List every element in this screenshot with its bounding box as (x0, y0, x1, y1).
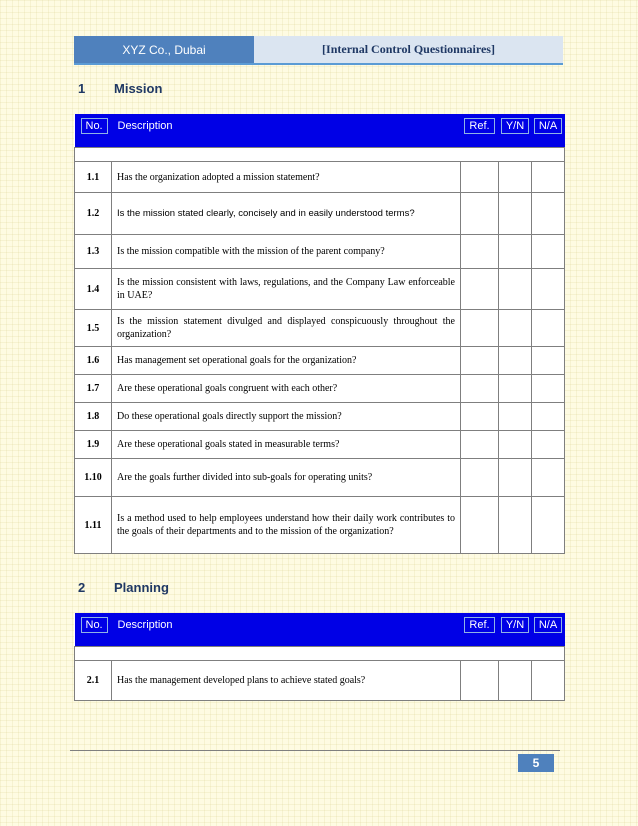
table-row: 1.10 Are the goals further divided into sub-goals for operating units? (75, 459, 565, 497)
ref-cell[interactable] (461, 193, 499, 235)
section-number: 1 (78, 81, 86, 96)
table-row: 1.3 Is the mission compatible with the mission of the parent company? (75, 235, 565, 269)
na-cell[interactable] (532, 310, 565, 347)
spacer-row (75, 148, 565, 162)
section-heading-planning (78, 580, 169, 595)
col-ref: Ref. (461, 114, 499, 138)
page-header (74, 36, 563, 65)
table-row: 1.5 Is the mission statement divulged and displayed conspicuously throughout the organization? (75, 310, 565, 347)
ref-cell[interactable] (461, 269, 499, 310)
table-row: 1.6 Has management set operational goals for the organization? (75, 347, 565, 375)
yn-cell[interactable] (499, 162, 532, 193)
ref-cell[interactable] (461, 459, 499, 497)
ref-cell[interactable] (461, 403, 499, 431)
table-header-row (75, 613, 565, 637)
section-title: Mission (114, 81, 163, 96)
table-row: 2.1 Has the management developed plans to achieve stated goals? (75, 661, 565, 701)
yn-cell[interactable] (499, 431, 532, 459)
col-no: No. (75, 613, 112, 637)
yn-cell[interactable] (499, 235, 532, 269)
yn-cell[interactable] (499, 661, 532, 701)
yn-cell[interactable] (499, 347, 532, 375)
col-na: N/A (532, 114, 565, 138)
na-cell[interactable] (532, 235, 565, 269)
yn-cell[interactable] (499, 459, 532, 497)
section-heading-mission (78, 81, 162, 96)
ref-cell[interactable] (461, 162, 499, 193)
col-yn: Y/N (499, 114, 532, 138)
col-no: No. (75, 114, 112, 138)
questionnaire-table-planning (74, 613, 565, 701)
table-row: 1.7 Are these operational goals congruent with each other? (75, 375, 565, 403)
na-cell[interactable] (532, 661, 565, 701)
header-band (75, 637, 565, 647)
na-cell[interactable] (532, 459, 565, 497)
spacer-row (75, 647, 565, 661)
table-row: 1.1 Has the organization adopted a mission statement? (75, 162, 565, 193)
table-row: 1.9 Are these operational goals stated in measurable terms? (75, 431, 565, 459)
ref-cell[interactable] (461, 497, 499, 554)
col-yn: Y/N (499, 613, 532, 637)
table-row: 1.11 Is a method used to help employees understand how their daily work contributes to the goals of their departments and to the mission of the organization? (75, 497, 565, 554)
ref-cell[interactable] (461, 310, 499, 347)
footer-divider (70, 750, 560, 751)
na-cell[interactable] (532, 497, 565, 554)
table-header-row (75, 114, 565, 138)
yn-cell[interactable] (499, 193, 532, 235)
col-na: N/A (532, 613, 565, 637)
na-cell[interactable] (532, 193, 565, 235)
na-cell[interactable] (532, 269, 565, 310)
yn-cell[interactable] (499, 310, 532, 347)
na-cell[interactable] (532, 375, 565, 403)
col-ref: Ref. (461, 613, 499, 637)
col-description: Description (117, 619, 173, 631)
na-cell[interactable] (532, 162, 565, 193)
header-band (75, 138, 565, 148)
section-number: 2 (78, 580, 86, 595)
ref-cell[interactable] (461, 661, 499, 701)
table-row: 1.4 Is the mission consistent with laws, regulations, and the Company Law enforceable in UAE? (75, 269, 565, 310)
table-row: 1.8 Do these operational goals directly support the mission? (75, 403, 565, 431)
header-company: XYZ Co., Dubai (74, 36, 254, 63)
yn-cell[interactable] (499, 403, 532, 431)
na-cell[interactable] (532, 403, 565, 431)
page-number: 5 (518, 754, 554, 772)
table-row: 1.2 Is the mission stated clearly, concisely and in easily understood terms? (75, 193, 565, 235)
yn-cell[interactable] (499, 497, 532, 554)
section-title: Planning (114, 580, 169, 595)
ref-cell[interactable] (461, 431, 499, 459)
header-title: [Internal Control Questionnaires] (254, 36, 563, 63)
ref-cell[interactable] (461, 347, 499, 375)
questionnaire-table-mission (74, 114, 565, 554)
ref-cell[interactable] (461, 375, 499, 403)
col-description: Description (117, 120, 173, 132)
yn-cell[interactable] (499, 269, 532, 310)
na-cell[interactable] (532, 347, 565, 375)
na-cell[interactable] (532, 431, 565, 459)
yn-cell[interactable] (499, 375, 532, 403)
ref-cell[interactable] (461, 235, 499, 269)
